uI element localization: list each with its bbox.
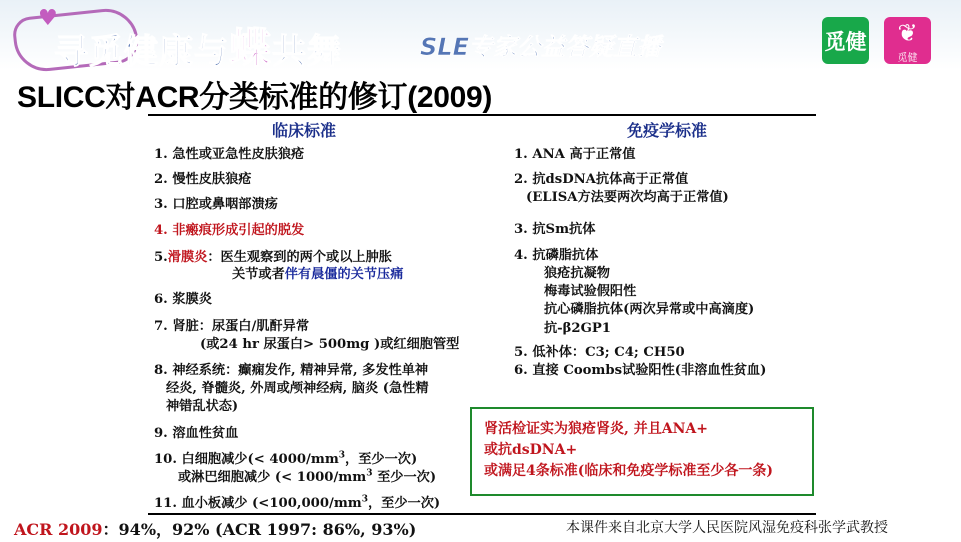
mijian-pink-logo [884, 17, 931, 64]
immuno-item-3: 3. 抗Sm抗体 [514, 222, 596, 237]
box-line-3: 或满足4条标准(临床和免疫学标准至少各一条) [484, 463, 773, 479]
clinical-item-5-number: 5. [154, 250, 168, 265]
immuno-item-4-sub4: 抗-β2GP1 [544, 321, 611, 336]
immuno-item-4-sub2: 梅毒试验假阳性 [544, 284, 637, 299]
brand-logo [14, 6, 424, 73]
brand-text-3: 蝶 [229, 24, 273, 73]
immuno-item-6: 6. 直接 Coombs试验阳性(非溶血性贫血) [514, 363, 767, 378]
clinical-item-5-morning-stiffness: 伴有晨僵的关节压痛 [284, 267, 404, 282]
clinical-item-10-text: 10. 白细胞减少(< 4000/mm [154, 452, 339, 467]
pink-logo-label: 觅健 [897, 53, 918, 64]
mijian-green-logo: 觅健 [822, 17, 869, 64]
brand-text-2: 与 [194, 32, 229, 72]
butterfly-icon: ❦ [897, 19, 918, 47]
immuno-item-1: 1. ANA 高于正常值 [514, 147, 636, 162]
clinical-item-10 [154, 451, 417, 469]
footer-stats [14, 517, 416, 540]
immuno-item-4-sub3: 抗心磷脂抗体(两次异常或中高滴度) [544, 302, 755, 317]
clinical-item-10-line2-text: 或淋巴细胞减少 (< 1000/mm [178, 470, 367, 485]
clinical-item-9: 9. 溶血性贫血 [154, 426, 239, 441]
clinical-item-11 [154, 495, 440, 513]
clinical-item-1: 1. 急性或亚急性皮肤狼疮 [154, 147, 305, 162]
clinical-item-6: 6. 浆膜炎 [154, 292, 212, 307]
box-line-2: 或抗dsDNA+ [484, 442, 578, 458]
brand-text-4: 共舞 [272, 32, 343, 72]
immuno-item-4-sub1: 狼疮抗凝物 [544, 266, 610, 281]
clinical-item-10-line2 [178, 469, 436, 487]
immuno-item-5: 5. 低补体：C3; C4; CH50 [514, 345, 685, 360]
footer-acr-values: ：94%，92% (ACR 1997: 86%, 93%) [102, 520, 417, 539]
immuno-item-2: 2. 抗dsDNA抗体高于正常值 [514, 172, 689, 187]
box-line-1: 肾活检证实为狼疮肾炎, 并且ANA+ [484, 421, 708, 437]
clinical-item-10-sup: 3 [338, 450, 346, 461]
immunologic-heading: 免疫学标准 [627, 121, 708, 140]
brand-text [54, 16, 342, 76]
header-banner [0, 0, 961, 73]
clinical-item-8: 8. 神经系统：癫痫发作, 精神异常, 多发性单神 [154, 363, 429, 378]
clinical-item-7: 7. 肾脏：尿蛋白/肌酐异常 [154, 319, 310, 334]
clinical-item-10-line2-tail: 至少一次) [372, 470, 437, 485]
immuno-item-4: 4. 抗磷脂抗体 [514, 248, 599, 263]
clinical-item-5-synovitis: 滑膜炎 [167, 250, 208, 265]
clinical-item-11-tail: ，至少一次) [368, 496, 441, 511]
brand-text-1: 寻觅健康 [54, 32, 194, 72]
clinical-item-10-tail: ，至少一次) [345, 452, 418, 467]
clinical-item-10-line2-sup: 3 [366, 468, 373, 479]
clinical-item-2: 2. 慢性皮肤狼疮 [154, 172, 252, 187]
clinical-item-5-line2 [232, 266, 403, 284]
clinical-item-3: 3. 口腔或鼻咽部溃疡 [154, 197, 278, 212]
footer-credit: 本课件来自北京大学人民医院风湿免疫科张学武教授 [566, 520, 888, 536]
clinical-item-11-sup: 3 [361, 494, 368, 505]
immuno-item-2-line2: (ELISA方法要两次均高于正常值) [526, 190, 729, 205]
heart-icon: ♥ [38, 6, 58, 31]
table-bottom-rule [148, 513, 816, 515]
clinical-item-5 [154, 249, 392, 267]
clinical-heading: 临床标准 [272, 121, 337, 140]
clinical-item-8-line2: 经炎, 脊髓炎, 外周或颅神经病, 脑炎 (急性精 [166, 381, 429, 396]
clinical-item-5-text: ：医生观察到的两个或以上肿胀 [207, 250, 392, 265]
clinical-item-7-line2: (或24 hr 尿蛋白> 500mg )或红细胞管型 [200, 337, 460, 352]
slide-title: SLICC对ACR分类标准的修订(2009) [17, 81, 493, 114]
clinical-item-4: 4. 非瘢痕形成引起的脱发 [154, 223, 305, 238]
table-top-rule [148, 114, 816, 116]
clinical-item-11-text: 11. 血小板减少 (<100,000/mm [154, 496, 362, 511]
lupus-nephritis-note-box [470, 407, 814, 496]
header-subtitle: SLE专家公益答疑直播 [420, 33, 661, 61]
footer-acr-label: ACR 2009 [14, 520, 103, 539]
clinical-item-8-line3: 神错乱状态) [166, 399, 239, 414]
clinical-item-5-joint: 关节或者 [232, 267, 285, 282]
